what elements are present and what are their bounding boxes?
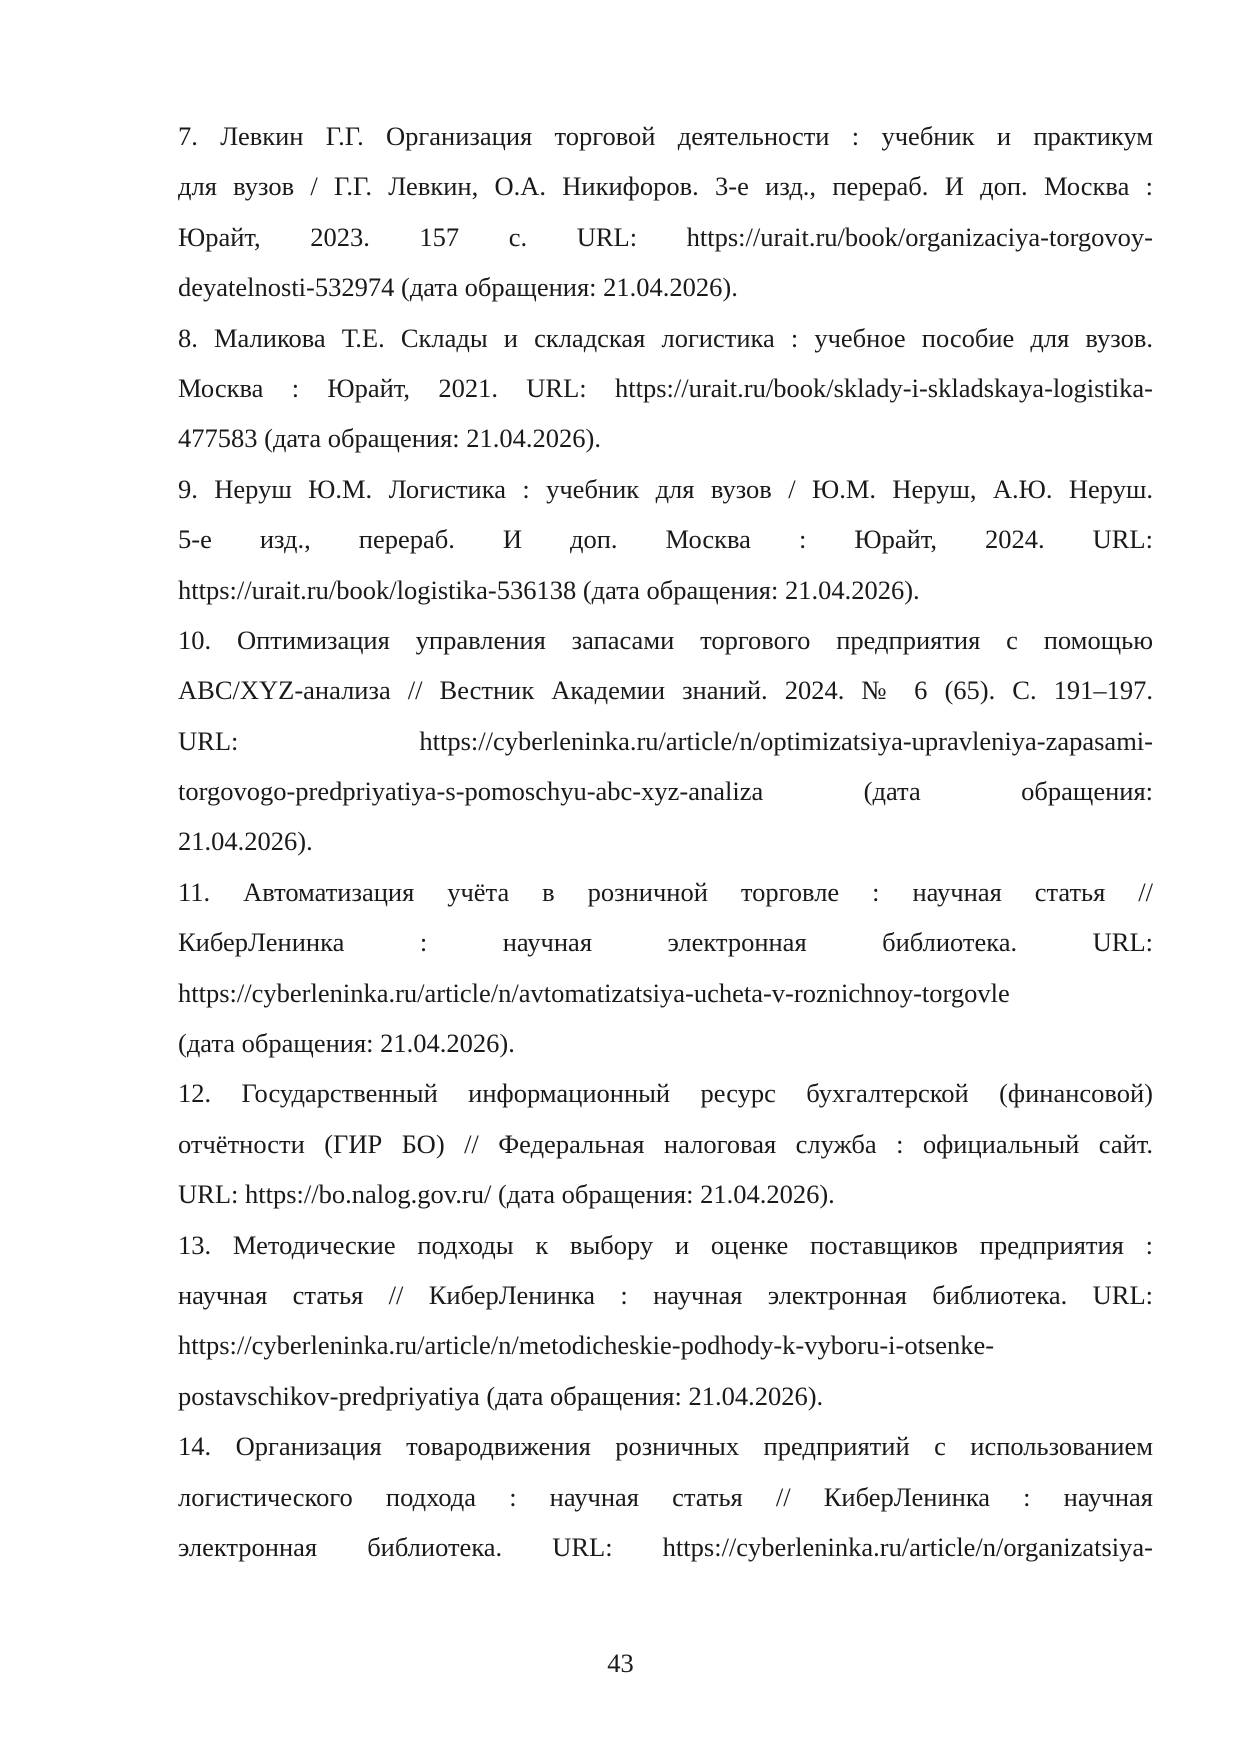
reference-line: КиберЛенинка : научная электронная библиотека. URL:	[178, 927, 1153, 958]
reference-entry	[178, 867, 1153, 1069]
reference-line: 11. Автоматизация учёта в розничной торговле : научная статья //	[178, 876, 1153, 907]
reference-line: 21.04.2026).	[178, 826, 313, 857]
reference-list	[178, 111, 1153, 1572]
reference-line: URL: https://cyberleninka.ru/article/n/optimizatsiya-upravleniya-zapasami-	[178, 725, 1153, 756]
reference-line: электронная библиотека. URL: https://cyberleninka.ru/article/n/organizatsiya-	[178, 1531, 1153, 1562]
reference-line: 5-е изд., перераб. И доп. Москва : Юрайт, 2024. URL:	[178, 524, 1153, 555]
reference-line: для вузов / Г.Г. Левкин, О.А. Никифоров. 3-е изд., перераб. И доп. Москва :	[178, 171, 1153, 202]
reference-entry	[178, 1220, 1153, 1422]
page-number: 43	[607, 1648, 634, 1678]
reference-entry	[178, 1068, 1153, 1219]
reference-line: 12. Государственный информационный ресурс бухгалтерской (финансовой)	[178, 1078, 1153, 1109]
reference-line: 477583 (дата обращения: 21.04.2026).	[178, 423, 601, 454]
reference-line: postavschikov-predpriyatiya (дата обращения: 21.04.2026).	[178, 1380, 824, 1411]
reference-line: https://cyberleninka.ru/article/n/avtomatizatsiya-ucheta-v-roznichnoy-torgovle	[178, 977, 1010, 1008]
reference-line: Москва : Юрайт, 2021. URL: https://urait.ru/book/sklady-i-skladskaya-logistika-	[178, 372, 1153, 403]
reference-line: deyatelnosti-532974 (дата обращения: 21.04.2026).	[178, 272, 738, 303]
reference-line: научная статья // КиберЛенинка : научная электронная библиотека. URL:	[178, 1279, 1153, 1310]
reference-line: отчётности (ГИР БО) // Федеральная налоговая служба : официальный сайт.	[178, 1128, 1153, 1159]
reference-line: 8. Маликова Т.Е. Склады и складская логистика : учебное пособие для вузов.	[178, 322, 1153, 353]
reference-line: 7. Левкин Г.Г. Организация торговой деятельности : учебник и практикум	[178, 121, 1153, 151]
reference-line: URL: https://bo.nalog.gov.ru/ (дата обращения: 21.04.2026).	[178, 1179, 835, 1210]
reference-entry	[178, 1421, 1153, 1572]
reference-entry	[178, 464, 1153, 615]
reference-line: 10. Оптимизация управления запасами торгового предприятия с помощью	[178, 624, 1153, 655]
reference-entry	[178, 313, 1153, 464]
reference-line: ABC/XYZ-анализа // Вестник Академии знаний. 2024. № 6 (65). С. 191–197.	[178, 675, 1153, 706]
reference-line: https://cyberleninka.ru/article/n/metodicheskie-podhody-k-vyboru-i-otsenke-	[178, 1330, 995, 1361]
reference-line: 9. Неруш Ю.М. Логистика : учебник для вузов / Ю.М. Неруш, А.Ю. Неруш.	[178, 473, 1153, 504]
reference-line: логистического подхода : научная статья // КиберЛенинка : научная	[178, 1481, 1153, 1512]
reference-line: torgovogo-predpriyatiya-s-pomoschyu-abc-xyz-analiza (дата обращения:	[178, 776, 1153, 807]
reference-entry	[178, 615, 1153, 867]
reference-line: (дата обращения: 21.04.2026).	[178, 1028, 515, 1059]
reference-line: 13. Методические подходы к выбору и оценке поставщиков предприятия :	[178, 1229, 1153, 1260]
reference-entry	[178, 111, 1153, 313]
reference-line: Юрайт, 2023. 157 с. URL: https://urait.ru/book/organizaciya-torgovoy-	[178, 221, 1153, 252]
reference-line: https://urait.ru/book/logistika-536138 (дата обращения: 21.04.2026).	[178, 574, 920, 605]
reference-line: 14. Организация товародвижения розничных предприятий с использованием	[178, 1431, 1153, 1462]
